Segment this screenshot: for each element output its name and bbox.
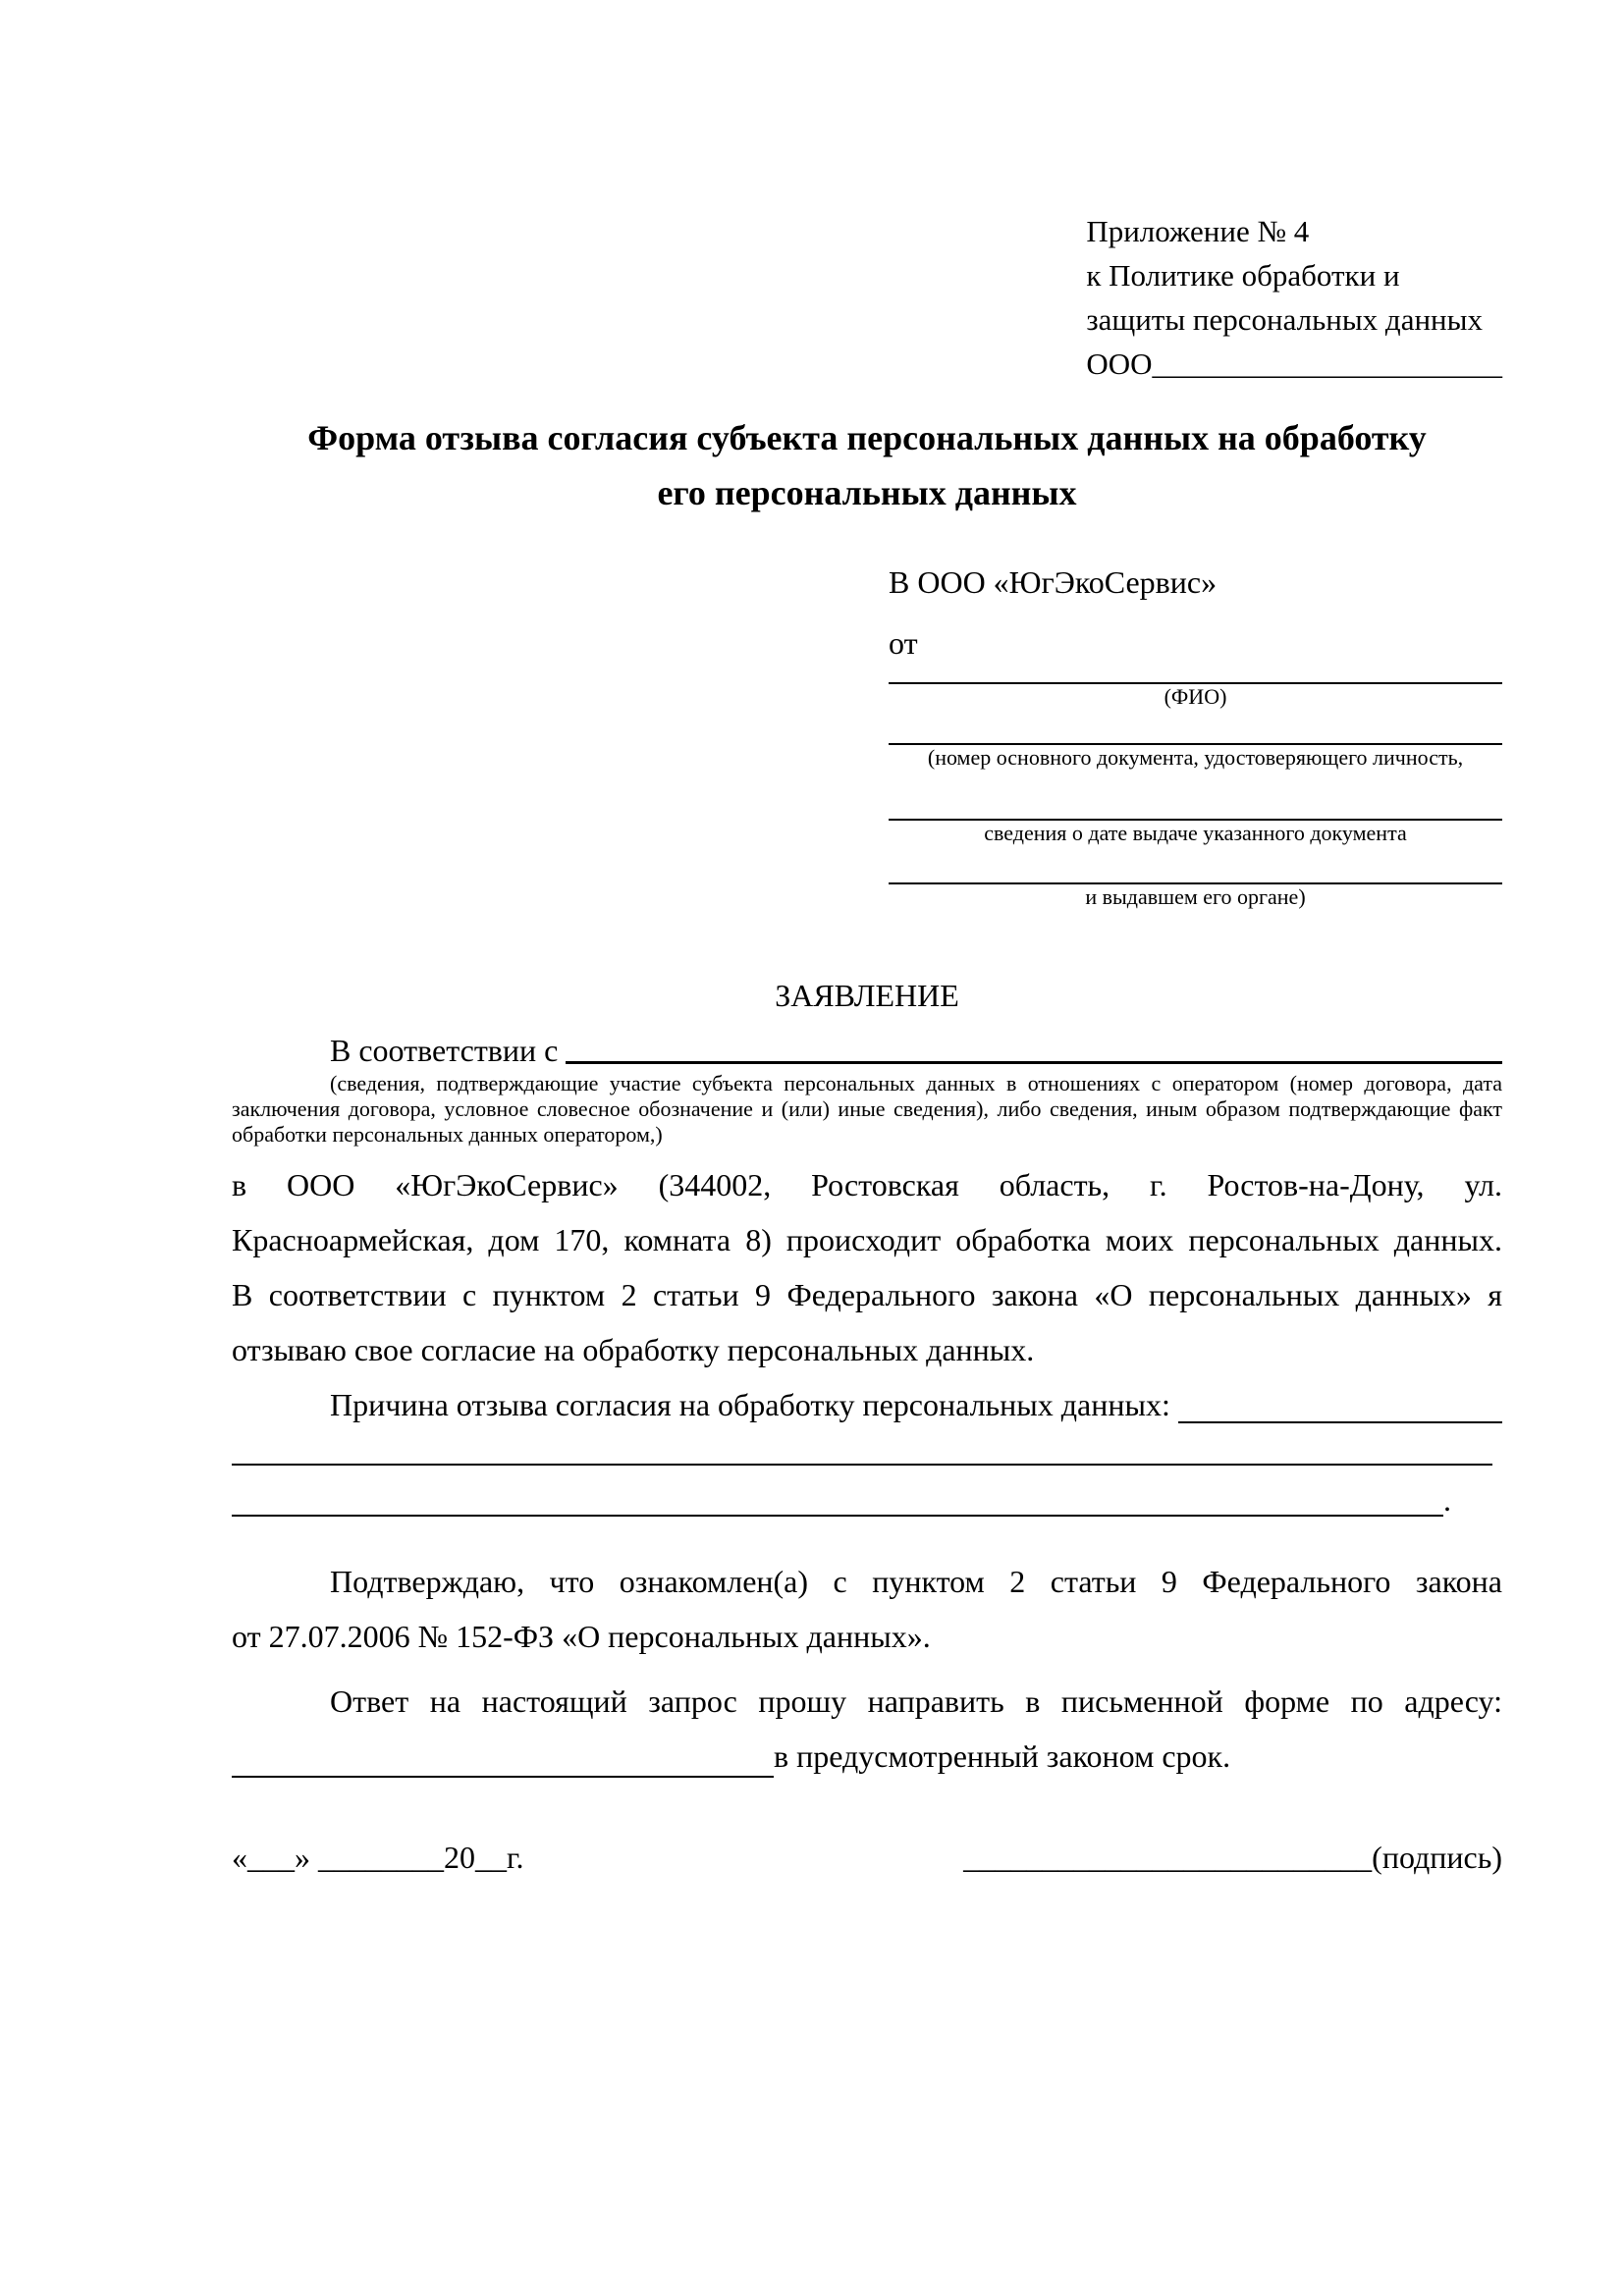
ooo-label: ООО	[1086, 347, 1153, 381]
title-line: Форма отзыва согласия субъекта персональных данных на обработку	[307, 418, 1427, 457]
reason-blank-line	[232, 1433, 1492, 1466]
basis-note-line: заключения договора, условное словесное обозначение и (или) иные сведения), либо сведения, иным образом подтверждающие факт	[232, 1096, 1502, 1121]
confirmation-line: от 27.07.2006 № 152-ФЗ «О персональных данных».	[232, 1619, 931, 1654]
appendix-line: защиты персональных данных	[1086, 302, 1483, 337]
appendix-ooo-line	[1086, 342, 1502, 386]
basis-lead-text: В соответствии с	[330, 1033, 559, 1068]
appendix-line: Приложение № 4	[1086, 214, 1310, 248]
reply-line: Ответ на настоящий запрос прошу направить в письменной форме по адресу:	[330, 1683, 1502, 1719]
signature-area	[963, 1835, 1502, 1880]
sentence-period: .	[1443, 1482, 1451, 1518]
reason-blank-field	[1178, 1421, 1502, 1423]
address-blank-field	[232, 1776, 774, 1778]
reply-address-row	[232, 1729, 1502, 1784]
footer-row	[232, 1835, 1502, 1880]
reason-label: Причина отзыва согласия на обработку персональных данных:	[330, 1387, 1170, 1422]
addressee-to: В ООО «ЮгЭкоСервис»	[889, 564, 1218, 600]
main-paragraph-line: в ООО «ЮгЭкоСервис» (344002, Ростовская область, г. Ростов-на-Дону, ул.	[232, 1167, 1502, 1202]
reason-blank-line	[232, 1466, 1502, 1517]
document-number-caption: (номер основного документа, удостоверяющего личность,	[927, 745, 1464, 770]
reason-row	[232, 1377, 1502, 1433]
basis-note	[232, 1071, 1502, 1148]
reason-blank-line-rule	[232, 1466, 1443, 1517]
main-paragraph-line: Красноармейская, дом 170, комната 8) происходит обработка моих персональных данных.	[232, 1222, 1502, 1257]
fio-caption: (ФИО)	[1164, 684, 1227, 709]
date-blank-field: «___» ________20__г.	[232, 1840, 524, 1875]
appendix-line: к Политике обработки и	[1086, 258, 1400, 293]
reply-paragraph	[232, 1674, 1502, 1784]
main-paragraph	[232, 1157, 1502, 1377]
document-title	[232, 410, 1502, 520]
main-paragraph-line: отзываю свое согласие на обработку персональных данных.	[232, 1332, 1035, 1367]
basis-note-line: (сведения, подтверждающие участие субъекта персональных данных в отношениях с оператором (номер договора, дата	[330, 1071, 1502, 1095]
reply-line-tail: в предусмотренный законом срок.	[774, 1738, 1231, 1774]
basis-note-line: обработки персональных данных оператором,)	[232, 1122, 663, 1147]
addressee-from-label: от	[889, 625, 918, 661]
confirmation-line: Подтверждаю, что ознакомлен(а) с пунктом 2 статьи 9 Федерального закона	[330, 1564, 1502, 1599]
issuer-caption: и выдавшем его органе)	[1085, 884, 1306, 909]
signature-caption: (подпись)	[1372, 1840, 1502, 1875]
statement-heading: ЗАЯВЛЕНИЕ	[775, 978, 959, 1013]
addressee-block	[889, 560, 1502, 910]
issue-date-caption: сведения о дате выдаче указанного документа	[984, 821, 1407, 845]
basis-row	[232, 1030, 1502, 1071]
appendix-block	[1086, 209, 1502, 386]
ooo-blank-field: _______________________	[1152, 347, 1502, 381]
main-paragraph-line: В соответствии с пунктом 2 статьи 9 Федерального закона «О персональных данных» я	[232, 1277, 1502, 1312]
signature-blank-field: __________________________	[963, 1840, 1373, 1875]
confirmation-paragraph	[232, 1554, 1502, 1664]
title-line: его персональных данных	[657, 473, 1077, 512]
basis-blank-field	[566, 1061, 1502, 1064]
